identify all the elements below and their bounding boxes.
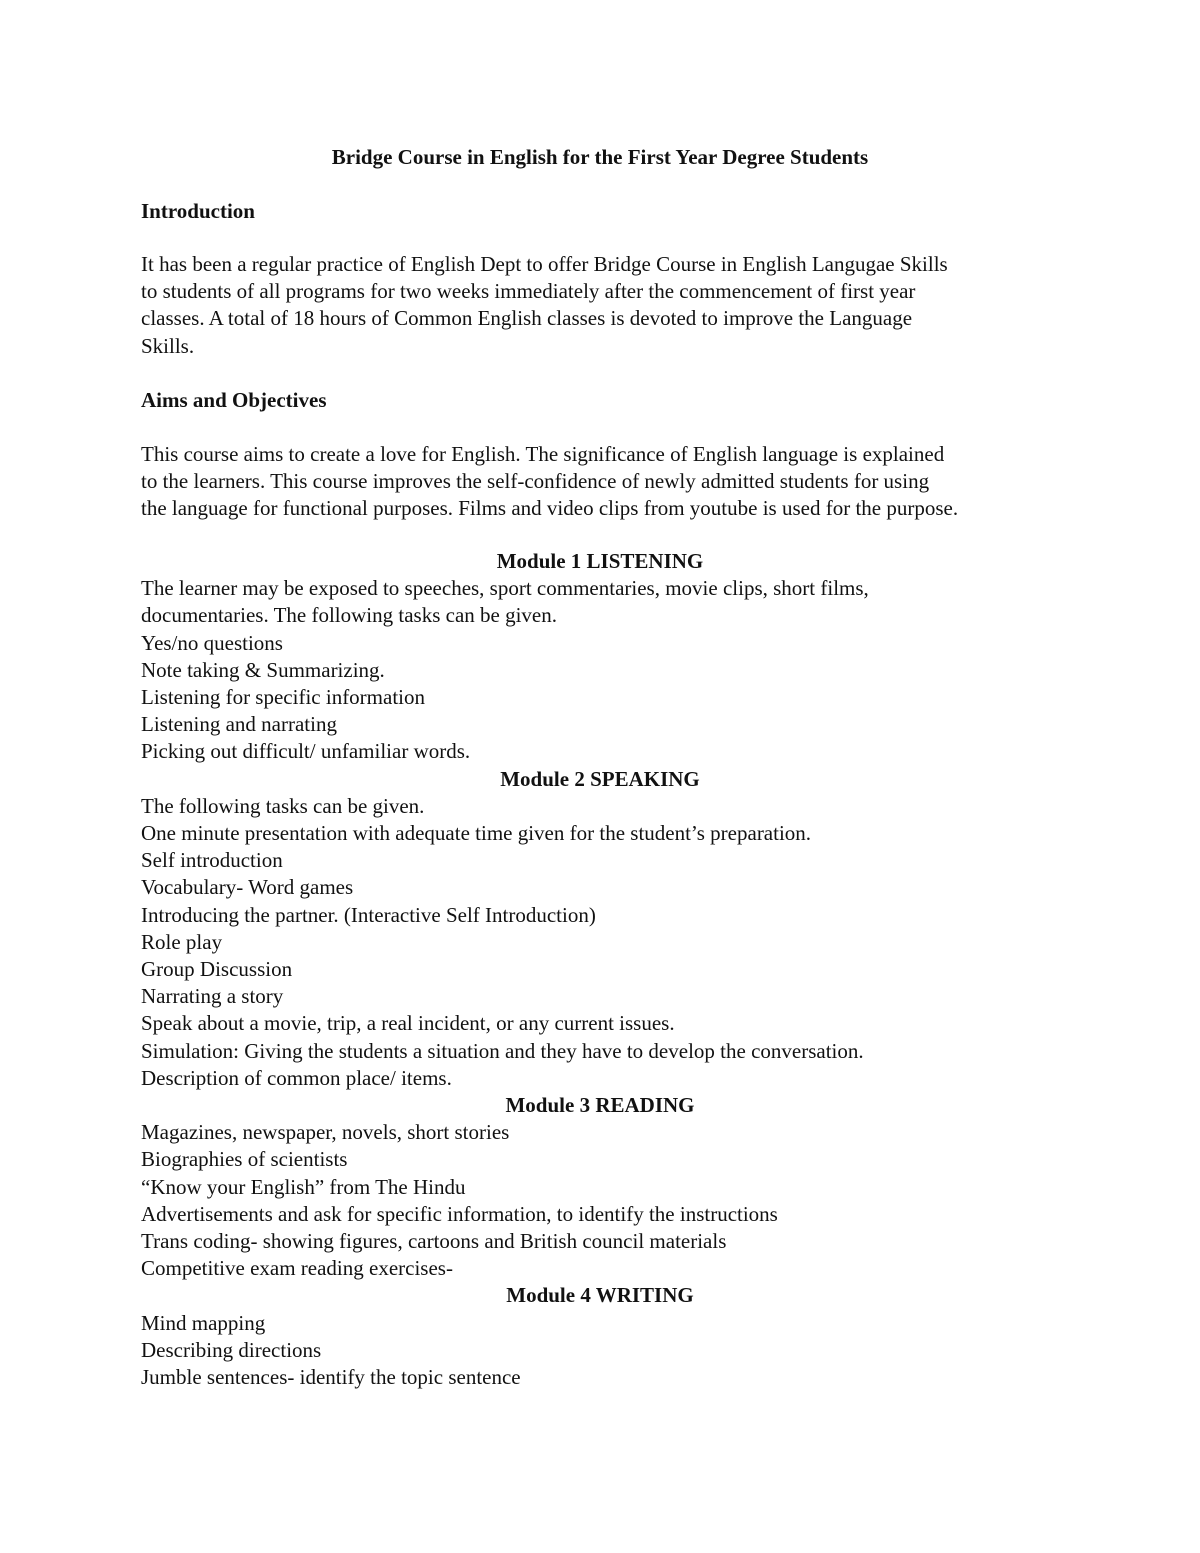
module-2-item: One minute presentation with adequate time given for the student’s preparation. — [141, 821, 812, 846]
module-4-item: Mind mapping — [141, 1310, 266, 1335]
aims-line: This course aims to create a love for English. The significance of English language is explained — [141, 442, 945, 466]
module-2-title: Module 2 SPEAKING — [500, 766, 700, 791]
module-2-item: Role play — [141, 929, 223, 954]
introduction-line: Skills. — [141, 333, 195, 358]
module-1-item: Listening for specific information — [141, 685, 426, 710]
module-1-item: documentaries. The following tasks can be given. — [141, 603, 558, 628]
module-3-item: Trans coding- showing figures, cartoons and British council materials — [141, 1229, 727, 1254]
document-title: Bridge Course in English for the First Year Degree Students — [331, 145, 869, 169]
module-2-item: Vocabulary- Word games — [141, 875, 354, 900]
module-1-item: Picking out difficult/ unfamiliar words. — [141, 739, 471, 764]
module-3-item: Competitive exam reading exercises- — [141, 1256, 453, 1281]
module-3-item: “Know your English” from The Hindu — [141, 1174, 466, 1199]
module-2-item: Simulation: Giving the students a situation and they have to develop the conversation. — [141, 1038, 864, 1063]
module-4-title: Module 4 WRITING — [506, 1283, 694, 1308]
aims-heading-block — [141, 387, 1061, 414]
module-1-item: The learner may be exposed to speeches, sport commentaries, movie clips, short films, — [141, 576, 869, 601]
module-3-title: Module 3 READING — [505, 1093, 695, 1118]
module-3-item: Magazines, newspaper, novels, short stories — [141, 1120, 510, 1145]
module-2-item: Narrating a story — [141, 984, 284, 1009]
introduction-heading-block — [141, 198, 1061, 225]
introduction-heading: Introduction — [141, 199, 255, 223]
module-1-item: Yes/no questions — [141, 630, 283, 655]
module-3-item: Biographies of scientists — [141, 1147, 348, 1172]
aims-heading: Aims and Objectives — [141, 388, 327, 412]
module-2-item: Speak about a movie, trip, a real incident, or any current issues. — [141, 1011, 675, 1036]
module-1-item: Note taking & Summarizing. — [141, 657, 385, 682]
aims-paragraph — [141, 441, 1061, 523]
module-4-item: Describing directions — [141, 1337, 322, 1362]
module-2-item: The following tasks can be given. — [141, 793, 425, 818]
modules-section — [141, 548, 1061, 1391]
introduction-line: classes. A total of 18 hours of Common English classes is devoted to improve the Language — [141, 306, 913, 331]
aims-line: to the learners. This course improves the self-confidence of newly admitted students for using — [141, 469, 930, 494]
aims-line: the language for functional purposes. Films and video clips from youtube is used for the purpose. — [141, 496, 959, 521]
introduction-line: It has been a regular practice of English Dept to offer Bridge Course in English Langugae Skills — [141, 252, 948, 276]
introduction-line: to students of all programs for two weeks immediately after the commencement of first year — [141, 279, 916, 304]
module-2-item: Group Discussion — [141, 957, 293, 982]
module-1-item: Listening and narrating — [141, 712, 337, 737]
module-3-item: Advertisements and ask for specific information, to identify the instructions — [141, 1201, 778, 1226]
introduction-paragraph — [141, 251, 1061, 360]
module-2-item: Introducing the partner. (Interactive Self Introduction) — [141, 902, 596, 927]
module-4-item: Jumble sentences- identify the topic sentence — [141, 1365, 521, 1390]
module-1-title: Module 1 LISTENING — [496, 549, 704, 573]
module-2-item: Self introduction — [141, 848, 283, 873]
module-2-item: Description of common place/ items. — [141, 1065, 452, 1090]
